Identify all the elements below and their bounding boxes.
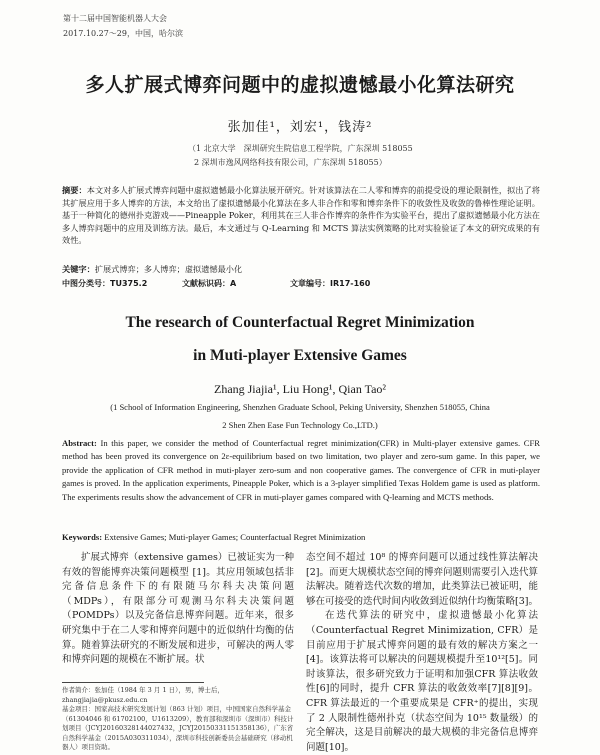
keywords-text-en: Extensive Games; Muti-player Games; Counterfactual Regret Minimization	[104, 532, 366, 542]
body-paragraph: 在迭代算法的研究中，虚拟遗憾最小化算法（Counterfactual Regret Minimization, CFR）是目前应用于扩展式博弈问题的最有效的解决方案之一[4]。该算法将可以解决的问题规模提升至10¹²[5]。同时该算法，很多研究致力于证明和加强CFR 算法收敛性[6]的同时，提升 CFR 算法的收敛效率[7][8][9]。CFR 算法最近的一个重要成果是 CFR⁺的提出，实现了 2 人限制性德州扑克（状态空间为 10¹⁵ 数量级）的完全解决，这是目前解决的最大规模的非完备信息博弈问题[10]。	[306, 610, 538, 753]
conference-name: 第十二届中国智能机器人大会	[63, 14, 167, 23]
authors-en: Zhang Jiajia¹, Liu Hong¹, Qian Tao²	[213, 382, 387, 396]
abstract-label-cn: 摘要：	[62, 185, 87, 195]
author-info: 作者简介：张加佳（1984 年 3 月 1 日），男，博士后，zhangjiajia@pkusz.edu.cn	[62, 686, 224, 704]
clc-label: 中图分类号：	[62, 279, 110, 288]
abstract-label-en: Abstract:	[62, 438, 97, 448]
article-label: 文章编号：	[290, 279, 330, 288]
abstract-cn	[62, 184, 540, 247]
abstract-text-en: In this paper, we consider the method of Counterfactual regret minimization(CFR) in Multi-player extensive games. CFR method has been proved its convergence on 2ε-equilibrium based on two limitation, two player and zero-sum game. In this paper, we provide the application of CFR method in muti-player zero-sum and non cooperative games. The convergence of CFR in muti-player games is proved. In the application experiments, Pineapple Poker, which is a 3-player simplified Texas Holdem game is used as platform. The experiments results show the advancement of CFR in muti-player games compared with Q-learning and MCTS methods.	[62, 438, 540, 502]
article-value: IR17-160	[330, 279, 371, 288]
article-number	[290, 278, 370, 289]
keywords-text-cn: 扩展式博弈；多人博弈；虚拟遗憾最小化	[94, 264, 243, 274]
abstract-text-cn: 本文对多人扩展式博弈问题中虚拟遗憾最小化算法展开研究。针对该算法在二人零和博弈的前提受设的理论限制性，拟出了将其扩展应用于多人博弈的方法，本文给出了虚拟遗憾最小化算法在多人非合作和零和博弈条件下的收敛性及收敛的鲁棒性理论证明。基于一种简化的德州扑克游戏——Pineapple Poker，利用其在三人非合作博弈的条件作为实验平台，提出了虚拟遗憾最小化方法在多人博弈问题中的应用及训练方法。最后，本文通过与 Q-Learning 和 MCTS 算法实例策略的比对实验验证了本文的研究成果的有效性。	[62, 185, 540, 245]
keywords-cn	[62, 264, 242, 275]
authors-cn: 张加佳¹，刘宏¹，钱涛²	[227, 120, 373, 135]
funding-info: 基金项目：国家高技术研究发展计划（863 计划）项目，中国国家自然科学基金（61304046 和 61702100，U1613209），教育部和深圳市（深圳市）科技计划项目（JCYJ20160328144027432，JCYJ20150331151358136），广东省自然科学基金（2015A030311034），深圳市科技创新委员会基础研究（移动机器人）项目资助。	[62, 705, 294, 751]
keywords-label-en: Keywords:	[62, 532, 103, 542]
doc-value: A	[230, 279, 237, 288]
clc-value: TU375.2	[110, 279, 148, 288]
clc-number	[62, 278, 147, 289]
affiliation-en-2: 2 Shen Zhen Ease Fun Technology Co.,LTD.)	[222, 420, 378, 430]
body-paragraph: 态空间不超过 10⁸ 的博弈问题可以通过线性算法解决[2]。而更大规模状态空间的博弈问题则需要引入迭代算法解决。随着迭代次数的增加，此类算法已被证明，能够在可接受的迭代时间内收敛到近似纳什均衡策略[3]。	[306, 552, 538, 607]
document-code	[182, 278, 236, 289]
paper-title-en-line2: in Muti-player Extensive Games	[193, 347, 407, 364]
body-column-left	[62, 551, 294, 668]
affiliation-cn-1: （1 北京大学 深圳研究生院信息工程学院，广东深圳 518055	[188, 144, 413, 153]
doc-label: 文献标识码：	[182, 279, 230, 288]
affiliation-cn-2: 2 深圳市逸风网络科技有限公司，广东深圳 518055）	[194, 158, 387, 167]
paper-title-en-line1: The research of Counterfactual Regret Minimization	[125, 314, 475, 331]
body-paragraph: 扩展式博弈（extensive games）已被证实为一种有效的智能博弈决策问题模型 [1]。其应用领域包括非完备信息条件下的有限随马尔科夫决策问题（MDPs），有限部分可观测马尔科夫决策问题（POMDPs）以及完备信息博弈问题。近年来，很多研究集中于在二人零和博弈问题中的近似纳什均衡的估算。随着算法研究的不断发展和进步，可解决的两人零和博弈问题的规模在不断扩展。状	[62, 552, 294, 666]
paper-title-cn: 多人扩展式博弈问题中的虚拟遗憾最小化算法研究	[85, 74, 515, 96]
body-column-right	[306, 551, 538, 755]
footnote-divider	[62, 682, 204, 683]
conference-date-place: 2017.10.27～29，中国，哈尔滨	[63, 29, 183, 38]
keywords-en	[62, 532, 365, 542]
keywords-label-cn: 关键字：	[62, 264, 95, 274]
abstract-en	[62, 437, 540, 504]
affiliation-en-1: (1 School of Information Engineering, Shenzhen Graduate School, Peking University, Shenzhen 518055, China	[110, 402, 490, 412]
footnote	[62, 686, 294, 753]
